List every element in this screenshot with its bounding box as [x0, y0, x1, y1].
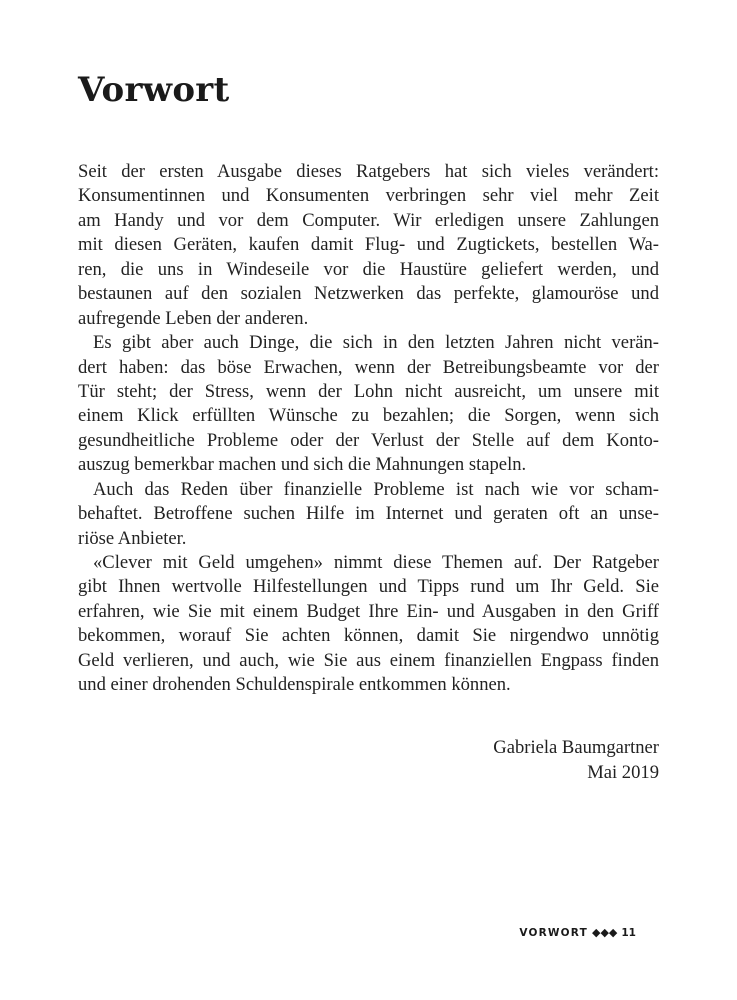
text-line: bestaunen auf den sozialen Netzwerken das perfekte, glamouröse und	[78, 283, 659, 305]
text-line: mit diesen Geräten, kaufen damit Flug- und Zugtickets, bestellen Wa-	[78, 234, 659, 256]
author-name: Gabriela Baumgartner	[493, 737, 659, 758]
paragraph-1	[78, 160, 659, 331]
text-line: einem Klick erfüllten Wünsche zu bezahlen; die Sorgen, wenn sich	[78, 405, 659, 427]
text-line: Seit der ersten Ausgabe dieses Ratgebers hat sich vieles verändert:	[78, 161, 659, 182]
text-line: gesundheitliche Probleme oder der Verlust der Stelle auf dem Konto-	[78, 429, 659, 451]
signature-date: Mai 2019	[587, 762, 659, 783]
text-line: gibt Ihnen wertvolle Hilfestellungen und Tipps rund um Ihr Geld. Sie	[78, 576, 659, 598]
running-section-label: VORWORT	[519, 926, 588, 939]
text-line: dert haben: das böse Erwachen, wenn der Betreibungsbeamte vor der	[78, 356, 659, 378]
text-line: Tür steht; der Stress, wenn der Lohn nicht ausreicht, um unsere mit	[78, 380, 659, 402]
text-line: «Clever mit Geld umgehen» nimmt diese Themen auf. Der Ratgeber	[93, 552, 659, 573]
text-line: am Handy und vor dem Computer. Wir erledigen unsere Zahlungen	[78, 209, 659, 231]
body-text	[78, 160, 659, 698]
text-line: Auch das Reden über finanzielle Probleme ist nach wie vor scham-	[93, 478, 659, 500]
text-line: ren, die uns in Windeseile vor die Haustüre geliefert werden, und	[78, 258, 659, 280]
signature	[493, 735, 659, 785]
text-line: auszug bemerkbar machen und sich die Mahnungen stapeln.	[78, 454, 527, 476]
text-line: riöse Anbieter.	[78, 527, 187, 549]
page-footer	[519, 926, 636, 939]
page-number: 11	[621, 926, 636, 939]
diamond-ornament-icon: ◆◆◆	[591, 926, 618, 939]
paragraph-4	[78, 551, 659, 698]
text-line: bekommen, worauf Sie achten können, damit Sie nirgendwo unnötig	[78, 625, 659, 647]
text-line: und einer drohenden Schuldenspirale entkommen können.	[78, 674, 511, 696]
text-line: erfahren, wie Sie mit einem Budget Ihre Ein- und Ausgaben in den Griff	[78, 600, 659, 622]
text-line: Geld verlieren, und auch, wie Sie aus einem finanziellen Engpass finden	[78, 649, 659, 671]
text-line: Es gibt aber auch Dinge, die sich in den letzten Jahren nicht verän-	[93, 332, 659, 354]
paragraph-2	[78, 331, 659, 478]
paragraph-3	[78, 478, 659, 551]
text-line: behaftet. Betroffene suchen Hilfe im Internet und geraten oft an unse-	[78, 503, 659, 525]
text-line: aufregende Leben der anderen.	[78, 307, 309, 329]
chapter-title: Vorwort	[78, 70, 230, 110]
text-line: Konsumentinnen und Konsumenten verbringen sehr viel mehr Zeit	[78, 185, 659, 207]
